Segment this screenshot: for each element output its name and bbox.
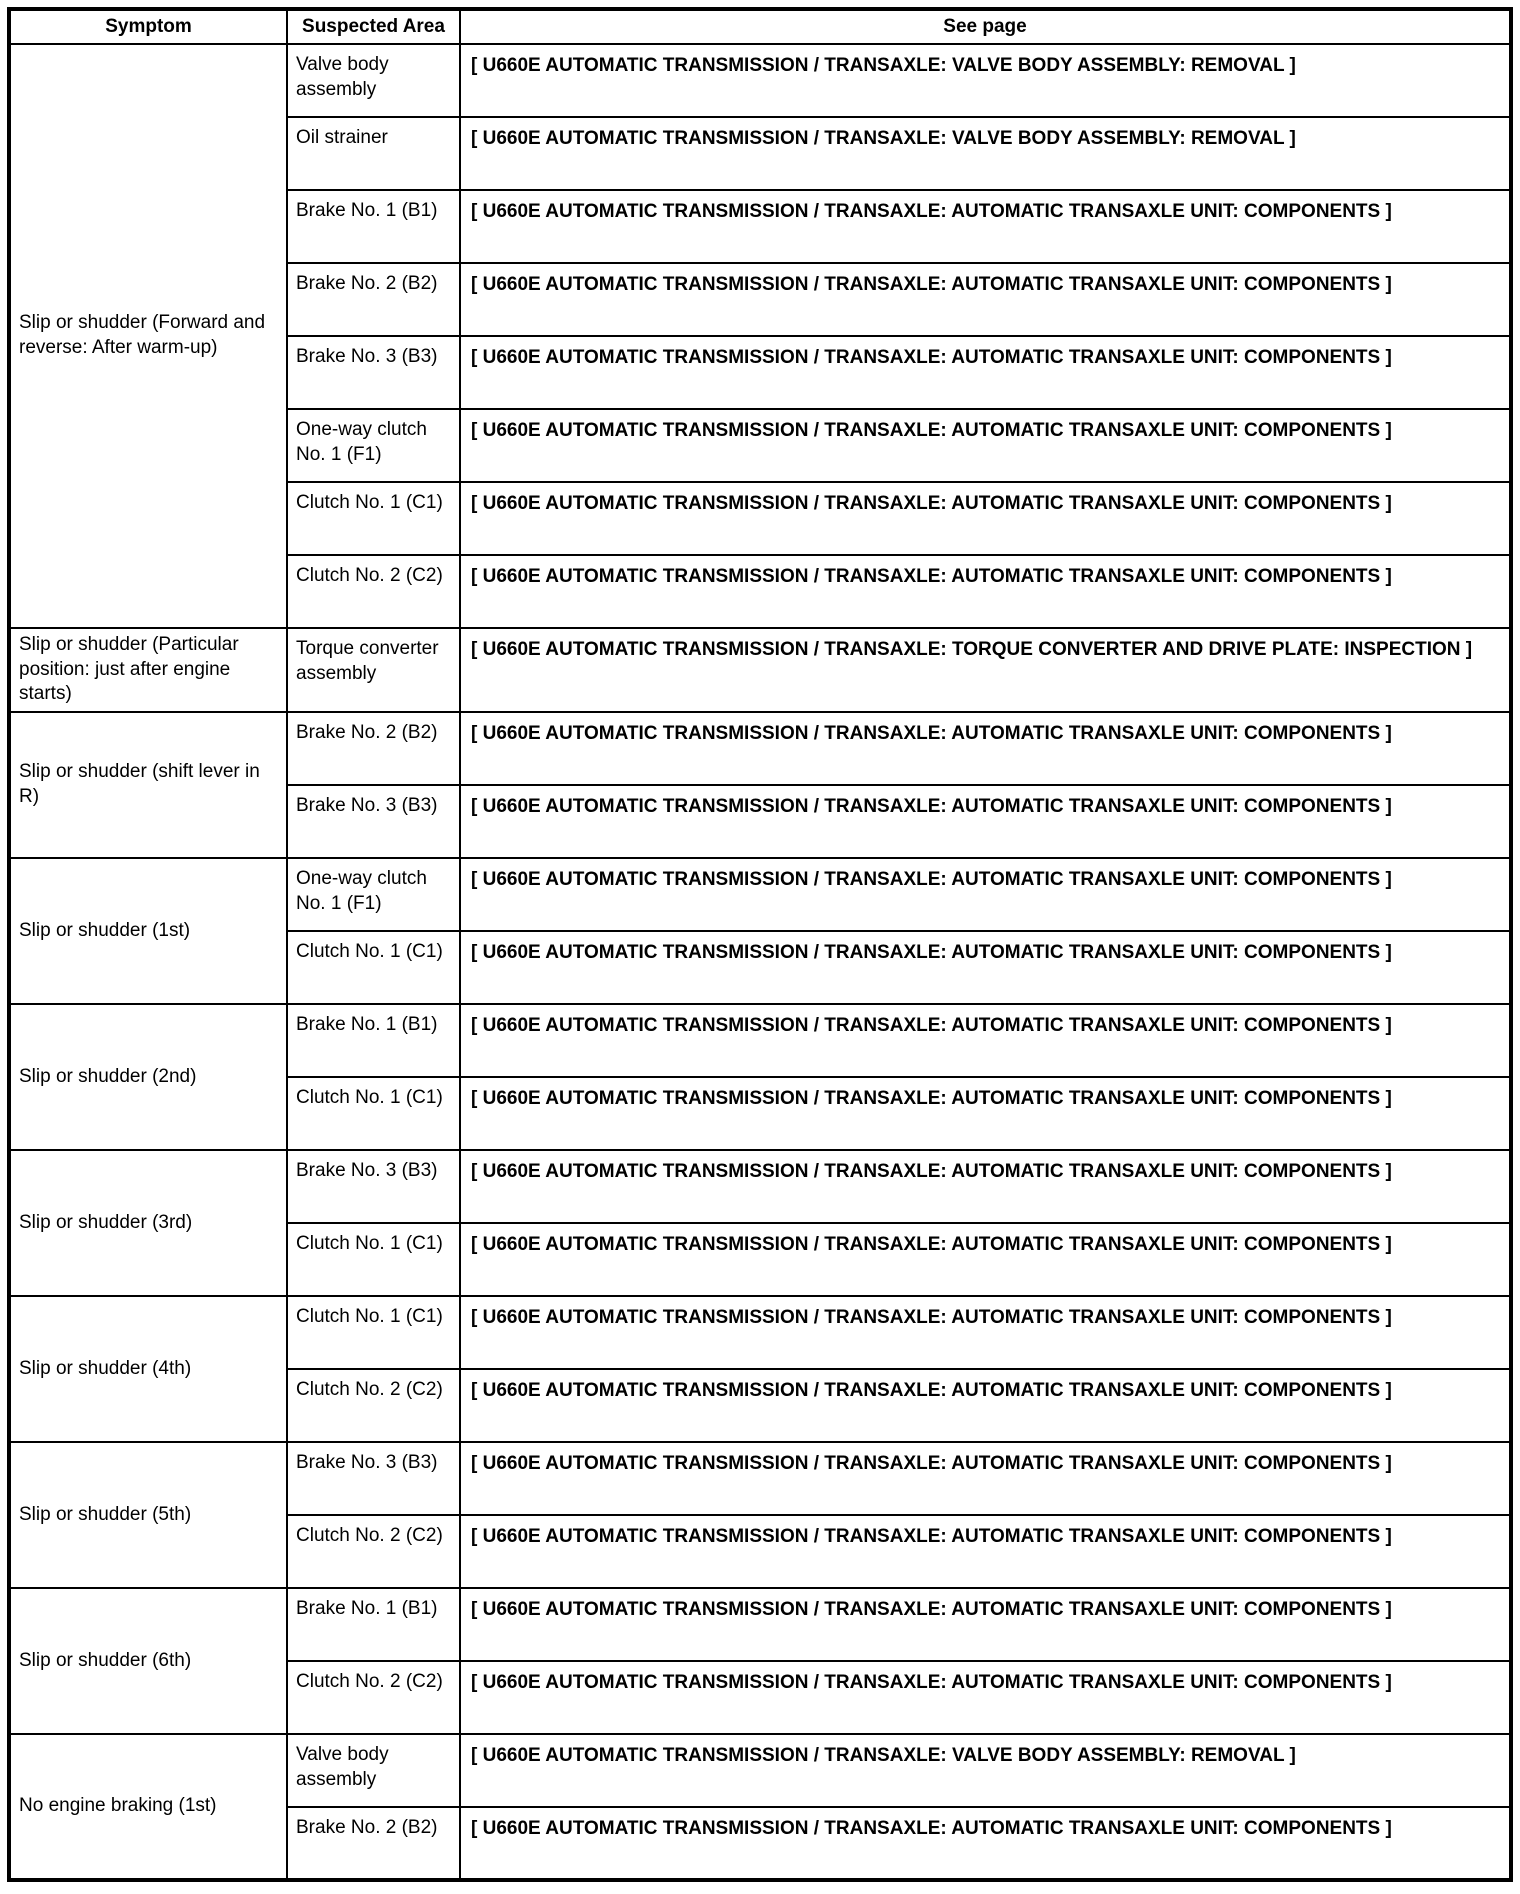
table-row <box>9 1734 1511 1807</box>
suspected-area-cell: Brake No. 2 (B2) <box>287 263 460 336</box>
suspected-area-cell: Clutch No. 1 (C1) <box>287 482 460 555</box>
symptom-diagnosis-table <box>7 7 1513 1882</box>
see-page-cell: [ U660E AUTOMATIC TRANSMISSION / TRANSAXLE: AUTOMATIC TRANSAXLE UNIT: COMPONENTS ] <box>460 1223 1511 1296</box>
suspected-area-cell: Brake No. 1 (B1) <box>287 1588 460 1661</box>
table-row <box>9 858 1511 931</box>
suspected-area-cell: Clutch No. 1 (C1) <box>287 1077 460 1150</box>
see-page-cell: [ U660E AUTOMATIC TRANSMISSION / TRANSAXLE: AUTOMATIC TRANSAXLE UNIT: COMPONENTS ] <box>460 336 1511 409</box>
see-page-cell: [ U660E AUTOMATIC TRANSMISSION / TRANSAXLE: AUTOMATIC TRANSAXLE UNIT: COMPONENTS ] <box>460 409 1511 482</box>
table-row <box>9 1588 1511 1661</box>
see-page-cell: [ U660E AUTOMATIC TRANSMISSION / TRANSAXLE: AUTOMATIC TRANSAXLE UNIT: COMPONENTS ] <box>460 263 1511 336</box>
suspected-area-cell: One-way clutch No. 1 (F1) <box>287 409 460 482</box>
see-page-cell: [ U660E AUTOMATIC TRANSMISSION / TRANSAXLE: AUTOMATIC TRANSAXLE UNIT: COMPONENTS ] <box>460 858 1511 931</box>
column-header-suspected-area: Suspected Area <box>287 9 460 44</box>
see-page-cell: [ U660E AUTOMATIC TRANSMISSION / TRANSAXLE: VALVE BODY ASSEMBLY: REMOVAL ] <box>460 117 1511 190</box>
see-page-cell: [ U660E AUTOMATIC TRANSMISSION / TRANSAXLE: AUTOMATIC TRANSAXLE UNIT: COMPONENTS ] <box>460 555 1511 628</box>
see-page-cell: [ U660E AUTOMATIC TRANSMISSION / TRANSAXLE: VALVE BODY ASSEMBLY: REMOVAL ] <box>460 44 1511 117</box>
symptom-cell: Slip or shudder (3rd) <box>9 1150 287 1296</box>
symptom-cell: Slip or shudder (2nd) <box>9 1004 287 1150</box>
suspected-area-cell: Torque converter assembly <box>287 628 460 712</box>
table-row <box>9 1442 1511 1515</box>
suspected-area-cell: Clutch No. 1 (C1) <box>287 931 460 1004</box>
see-page-cell: [ U660E AUTOMATIC TRANSMISSION / TRANSAXLE: TORQUE CONVERTER AND DRIVE PLATE: INSPECTION ] <box>460 628 1511 712</box>
see-page-cell: [ U660E AUTOMATIC TRANSMISSION / TRANSAXLE: AUTOMATIC TRANSAXLE UNIT: COMPONENTS ] <box>460 482 1511 555</box>
suspected-area-cell: Brake No. 3 (B3) <box>287 785 460 858</box>
table-row <box>9 712 1511 785</box>
column-header-symptom: Symptom <box>9 9 287 44</box>
table-header-row <box>9 9 1511 44</box>
suspected-area-cell: Valve body assembly <box>287 1734 460 1807</box>
table-row <box>9 44 1511 117</box>
suspected-area-cell: Brake No. 2 (B2) <box>287 712 460 785</box>
suspected-area-cell: Clutch No. 1 (C1) <box>287 1296 460 1369</box>
suspected-area-cell: Oil strainer <box>287 117 460 190</box>
symptom-cell: Slip or shudder (4th) <box>9 1296 287 1442</box>
suspected-area-cell: Clutch No. 1 (C1) <box>287 1223 460 1296</box>
suspected-area-cell: Brake No. 2 (B2) <box>287 1807 460 1880</box>
see-page-cell: [ U660E AUTOMATIC TRANSMISSION / TRANSAXLE: AUTOMATIC TRANSAXLE UNIT: COMPONENTS ] <box>460 712 1511 785</box>
symptom-cell: No engine braking (1st) <box>9 1734 287 1880</box>
see-page-cell: [ U660E AUTOMATIC TRANSMISSION / TRANSAXLE: AUTOMATIC TRANSAXLE UNIT: COMPONENTS ] <box>460 1004 1511 1077</box>
see-page-cell: [ U660E AUTOMATIC TRANSMISSION / TRANSAXLE: AUTOMATIC TRANSAXLE UNIT: COMPONENTS ] <box>460 1515 1511 1588</box>
see-page-cell: [ U660E AUTOMATIC TRANSMISSION / TRANSAXLE: AUTOMATIC TRANSAXLE UNIT: COMPONENTS ] <box>460 190 1511 263</box>
suspected-area-cell: Brake No. 1 (B1) <box>287 1004 460 1077</box>
symptom-cell: Slip or shudder (shift lever in R) <box>9 712 287 858</box>
see-page-cell: [ U660E AUTOMATIC TRANSMISSION / TRANSAXLE: AUTOMATIC TRANSAXLE UNIT: COMPONENTS ] <box>460 1296 1511 1369</box>
see-page-cell: [ U660E AUTOMATIC TRANSMISSION / TRANSAXLE: AUTOMATIC TRANSAXLE UNIT: COMPONENTS ] <box>460 931 1511 1004</box>
suspected-area-cell: Clutch No. 2 (C2) <box>287 1515 460 1588</box>
table-row <box>9 628 1511 712</box>
see-page-cell: [ U660E AUTOMATIC TRANSMISSION / TRANSAXLE: VALVE BODY ASSEMBLY: REMOVAL ] <box>460 1734 1511 1807</box>
column-header-see-page: See page <box>460 9 1511 44</box>
suspected-area-cell: Clutch No. 2 (C2) <box>287 1369 460 1442</box>
symptom-cell: Slip or shudder (1st) <box>9 858 287 1004</box>
suspected-area-cell: One-way clutch No. 1 (F1) <box>287 858 460 931</box>
suspected-area-cell: Valve body assembly <box>287 44 460 117</box>
table-row <box>9 1296 1511 1369</box>
suspected-area-cell: Brake No. 3 (B3) <box>287 336 460 409</box>
see-page-cell: [ U660E AUTOMATIC TRANSMISSION / TRANSAXLE: AUTOMATIC TRANSAXLE UNIT: COMPONENTS ] <box>460 1369 1511 1442</box>
suspected-area-cell: Clutch No. 2 (C2) <box>287 555 460 628</box>
symptom-cell: Slip or shudder (Particular position: just after engine starts) <box>9 628 287 712</box>
suspected-area-cell: Brake No. 1 (B1) <box>287 190 460 263</box>
see-page-cell: [ U660E AUTOMATIC TRANSMISSION / TRANSAXLE: AUTOMATIC TRANSAXLE UNIT: COMPONENTS ] <box>460 1077 1511 1150</box>
see-page-cell: [ U660E AUTOMATIC TRANSMISSION / TRANSAXLE: AUTOMATIC TRANSAXLE UNIT: COMPONENTS ] <box>460 785 1511 858</box>
see-page-cell: [ U660E AUTOMATIC TRANSMISSION / TRANSAXLE: AUTOMATIC TRANSAXLE UNIT: COMPONENTS ] <box>460 1150 1511 1223</box>
table-row <box>9 1150 1511 1223</box>
see-page-cell: [ U660E AUTOMATIC TRANSMISSION / TRANSAXLE: AUTOMATIC TRANSAXLE UNIT: COMPONENTS ] <box>460 1661 1511 1734</box>
see-page-cell: [ U660E AUTOMATIC TRANSMISSION / TRANSAXLE: AUTOMATIC TRANSAXLE UNIT: COMPONENTS ] <box>460 1807 1511 1880</box>
symptom-cell: Slip or shudder (6th) <box>9 1588 287 1734</box>
see-page-cell: [ U660E AUTOMATIC TRANSMISSION / TRANSAXLE: AUTOMATIC TRANSAXLE UNIT: COMPONENTS ] <box>460 1588 1511 1661</box>
suspected-area-cell: Brake No. 3 (B3) <box>287 1150 460 1223</box>
suspected-area-cell: Brake No. 3 (B3) <box>287 1442 460 1515</box>
symptom-cell: Slip or shudder (5th) <box>9 1442 287 1588</box>
symptom-cell: Slip or shudder (Forward and reverse: After warm-up) <box>9 44 287 628</box>
suspected-area-cell: Clutch No. 2 (C2) <box>287 1661 460 1734</box>
see-page-cell: [ U660E AUTOMATIC TRANSMISSION / TRANSAXLE: AUTOMATIC TRANSAXLE UNIT: COMPONENTS ] <box>460 1442 1511 1515</box>
table-row <box>9 1004 1511 1077</box>
